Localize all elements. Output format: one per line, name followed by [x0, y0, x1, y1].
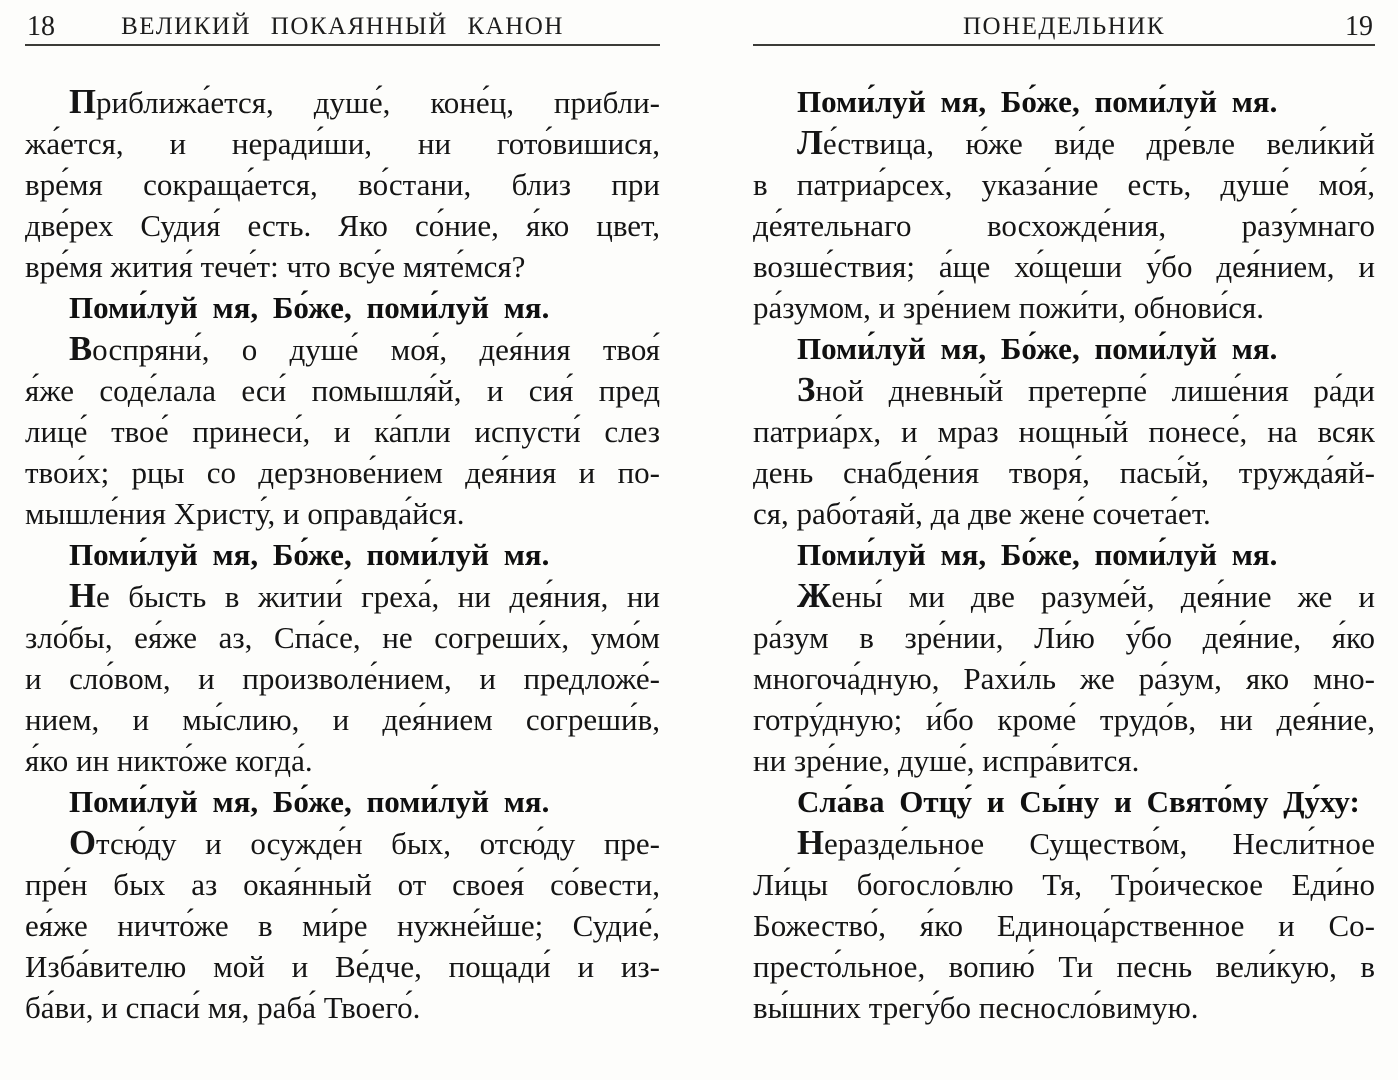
header-rule-right	[753, 44, 1375, 46]
text-line: Не бысть в житии́ греха́, ни дея́ния, ни	[69, 576, 660, 615]
text-line: Отсю́ду и осужде́н бых, отсю́ду пре-	[69, 823, 660, 862]
header-rule-left	[25, 44, 660, 46]
page-right-body	[753, 81, 1375, 1028]
text-line: нием, и мы́слию, и дея́нием согреши́в,	[25, 702, 660, 737]
refrain-line	[25, 287, 660, 328]
text-line: вре́мя жития́ тече́т: что всу́е мяте́мся?	[25, 249, 526, 284]
text-line: Зной дневны́й претерпе́ лише́ния ра́ди	[797, 370, 1375, 409]
text-line: Ле́ствица, ю́же ви́де дре́вле вели́кий	[797, 123, 1375, 162]
text-line: престо́льное, вопию́ Ти песнь вели́кую, в	[753, 949, 1375, 984]
troparion-paragraph	[25, 81, 660, 287]
initial-letter: П	[69, 82, 97, 121]
text-line: две́рех Судия́ есть. Яко со́ние, я́ко цвет,	[25, 208, 660, 243]
refrain-line	[25, 534, 660, 575]
text-line: и сло́вом, и произволе́нием, и предложе́-	[25, 661, 660, 696]
text-line: твои́х; рцы со дерзнове́нием дея́ния и по-	[25, 455, 660, 490]
text-line: ся, рабо́таяй, да две жене́ сочета́ет.	[753, 496, 1211, 531]
troparion-paragraph	[25, 575, 660, 781]
text-line: Жены́ ми две разуме́й, дея́ние же и	[797, 576, 1375, 615]
text-line: патриа́рх, и мраз нощны́й понесе́, на всяк	[753, 414, 1375, 449]
initial-letter: Ж	[797, 576, 832, 615]
text-line: жа́ется, и неради́ши, ни гото́вишися,	[25, 126, 660, 161]
running-title-right: ПОНЕДЕЛЬНИК	[962, 13, 1166, 40]
text-line: зло́бы, ея́же аз, Спа́се, не согреши́х, умо́м	[25, 620, 660, 655]
troparion-paragraph	[753, 575, 1375, 781]
running-title-left: ВЕЛИКИЙ ПОКАЯННЫЙ КАНОН	[121, 13, 564, 40]
page-left-body	[25, 81, 660, 1028]
text-line: Поми́луй мя, Бо́же, поми́луй мя.	[797, 84, 1278, 119]
text-line: мышле́ния Христу́, и оправда́йся.	[25, 496, 465, 531]
text-line: Поми́луй мя, Бо́же, поми́луй мя.	[69, 537, 550, 572]
text-line: готру́дную; и́бо кроме́ трудо́в, ни дея́ние,	[753, 702, 1375, 737]
refrain-line	[25, 781, 660, 822]
text-line: ра́зум в зре́нии, Ли́ю у́бо дея́ние, я́ко	[753, 620, 1375, 655]
page-right-header	[753, 0, 1375, 50]
text-line: возше́ствия; а́ще хо́щеши у́бо дея́нием, и	[753, 249, 1375, 284]
refrain-line	[753, 534, 1375, 575]
text-line: лице́ твое́ принеси́, и ка́пли испусти́ слез	[25, 414, 660, 449]
text-line: Воспряни́, о душе́ моя́, дея́ния твоя́	[69, 329, 660, 368]
text-line: вре́мя сокраща́ется, во́стани, близ при	[25, 167, 660, 202]
text-line: вы́шних трегу́бо песносло́вимую.	[753, 990, 1199, 1025]
text-line: ея́же ничто́же в ми́ре нужне́йше; Судие́,	[25, 908, 660, 943]
text-line: пре́н бых аз окая́нный от своея́ со́вести,	[25, 867, 660, 902]
text-line: я́ко ин никто́же когда́.	[25, 743, 313, 778]
text-line: ни зре́ние, душе́, испра́вится.	[753, 743, 1140, 778]
text-line: ба́ви, и спаси́ мя, раба́ Твоего́.	[25, 990, 421, 1025]
text-line: Изба́вителю мой и Ве́дче, пощади́ и из-	[25, 949, 660, 984]
text-line: многоча́дную, Рахи́ль же ра́зум, яко мно-	[753, 661, 1375, 696]
troparion-paragraph	[753, 822, 1375, 1028]
page-right-content	[753, 0, 1375, 1028]
initial-letter: З	[797, 370, 816, 409]
page-left-header	[25, 0, 660, 50]
initial-letter: Н	[69, 576, 97, 615]
text-line: Приближа́ется, душе́, коне́ц, прибли-	[69, 82, 660, 121]
troparion-paragraph	[753, 369, 1375, 534]
text-line: Поми́луй мя, Бо́же, поми́луй мя.	[797, 331, 1278, 366]
initial-letter: В	[69, 329, 93, 368]
text-line: Неразде́льное Существо́м, Несли́тное	[797, 823, 1375, 862]
refrain-line	[753, 328, 1375, 369]
text-line: Поми́луй мя, Бо́же, поми́луй мя.	[69, 290, 550, 325]
text-line: Ли́цы богосло́влю Тя, Тро́ическое Еди́но	[753, 867, 1375, 902]
troparion-paragraph	[25, 822, 660, 1028]
page-number-right: 19	[1345, 11, 1373, 42]
page-right	[699, 0, 1398, 1080]
text-line: ра́зумом, и зре́нием пожи́ти, обнови́ся.	[753, 290, 1265, 325]
text-line: день снабде́ния творя́, пасы́й, тружда́яй-	[753, 455, 1375, 490]
refrain-line	[753, 81, 1375, 122]
text-line: Божество́, я́ко Единоца́рственное и Со-	[753, 908, 1375, 943]
text-line: Сла́ва Отцу́ и Сы́ну и Свято́му Ду́ху:	[797, 784, 1360, 819]
doxology-line	[753, 781, 1375, 822]
troparion-paragraph	[25, 328, 660, 534]
initial-letter: Н	[797, 823, 825, 862]
text-line: де́ятельнаго восхожде́ния, разу́мнаго	[753, 208, 1375, 243]
troparion-paragraph	[753, 122, 1375, 328]
text-line: в патриа́рсех, указа́ние есть, душе́ моя́,	[753, 167, 1375, 202]
initial-letter: Л	[797, 123, 823, 162]
page-left-content	[25, 0, 660, 1028]
initial-letter: О	[69, 823, 97, 862]
page-number-left: 18	[27, 11, 55, 42]
text-line: Поми́луй мя, Бо́же, поми́луй мя.	[797, 537, 1278, 572]
text-line: я́же соде́лала еси́ помышля́й, и сия́ пред	[25, 373, 660, 408]
text-line: Поми́луй мя, Бо́же, поми́луй мя.	[69, 784, 550, 819]
